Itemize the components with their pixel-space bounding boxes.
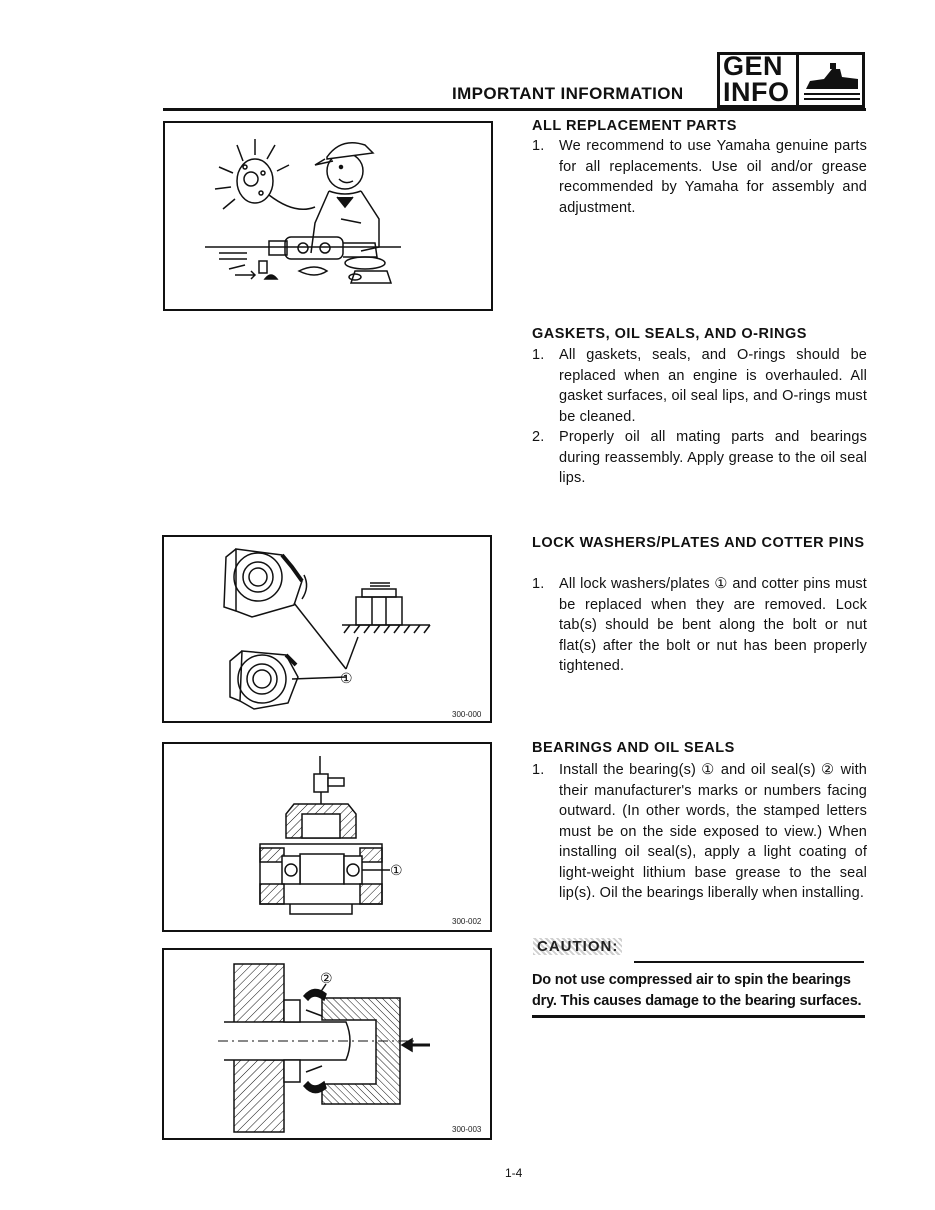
section-heading-gaskets: GASKETS, OIL SEALS, AND O-RINGS <box>532 326 807 342</box>
list-number: 1. <box>532 762 545 778</box>
list-item <box>532 345 868 429</box>
list-number: 1. <box>532 347 545 363</box>
figure-lock-washers <box>162 535 492 723</box>
caution-label: CAUTION: <box>533 938 622 955</box>
watercraft-icon <box>802 59 862 103</box>
figure-code: 300-002 <box>452 917 482 926</box>
caution-bottom-rule <box>532 1015 865 1018</box>
figure-code: 300-000 <box>452 710 482 719</box>
badge-text <box>723 53 790 105</box>
callout-2: ② <box>320 970 333 986</box>
list-number: 2. <box>532 429 545 445</box>
figure-oil-seal <box>162 948 492 1140</box>
caution-rule <box>634 961 864 963</box>
page-title: IMPORTANT INFORMATION <box>452 84 684 103</box>
list-item <box>532 427 868 491</box>
bearing-illustration <box>164 744 490 930</box>
callout-1: ① <box>340 670 353 686</box>
list-text: Properly oil all mating parts and bearings during reassembly. Apply grease to the oil seal lips. <box>559 429 867 486</box>
lock-washer-illustration <box>164 537 490 721</box>
badge-line-2: INFO <box>723 77 790 107</box>
badge-line-1: GEN <box>723 51 784 81</box>
section-heading-lock-text: LOCK WASHERS/PLATES AND COTTER PINS <box>532 535 865 551</box>
section-heading-bearings: BEARINGS AND OIL SEALS <box>532 740 735 756</box>
section-heading-lock <box>532 533 865 554</box>
section-heading-replacement: ALL REPLACEMENT PARTS <box>532 118 737 134</box>
figure-bearing-install <box>162 742 492 932</box>
callout-1: ① <box>390 862 403 878</box>
list-item <box>532 136 868 220</box>
oil-seal-illustration <box>164 950 490 1138</box>
list-number: 1. <box>532 576 545 592</box>
header-rule <box>163 108 866 111</box>
list-text: All gaskets, seals, and O-rings should be replaced when an engine is overhauled. All gasket surfaces, oil seal lips, and O-rings must be cleaned. <box>559 347 867 425</box>
badge-divider <box>796 55 799 105</box>
figure-replacement-parts <box>163 121 493 311</box>
figure-code: 300-003 <box>452 1125 482 1134</box>
caution-text: Do not use compressed air to spin the bearings dry. This causes damage to the bearing surfaces. <box>532 972 862 1009</box>
list-number: 1. <box>532 138 545 154</box>
list-text: Install the bearing(s) ① and oil seal(s) ② with their manufacturer's marks or numbers facing outward. (In other words, the stamped letters must be on the side exposed to view.) When installing oil seal(s), apply a light coating of light-weight lithium base grease to the seal lip(s). Oil the bearings liberally when installing. <box>559 762 867 901</box>
mechanic-illustration <box>165 123 491 309</box>
list-text: All lock washers/plates ① and cotter pins must be replaced when they are removed. Lock tab(s) should be bent along the bolt or nut flat(s) after the bolt or nut has been properly tightened. <box>559 576 867 674</box>
list-item <box>532 760 868 926</box>
gen-info-badge <box>717 52 865 108</box>
page-number: 1-4 <box>505 1166 523 1180</box>
list-item <box>532 574 868 678</box>
list-text: We recommend to use Yamaha genuine parts for all replacements. Use oil and/or grease recommended by Yamaha for assembly and adjustment. <box>559 138 867 216</box>
